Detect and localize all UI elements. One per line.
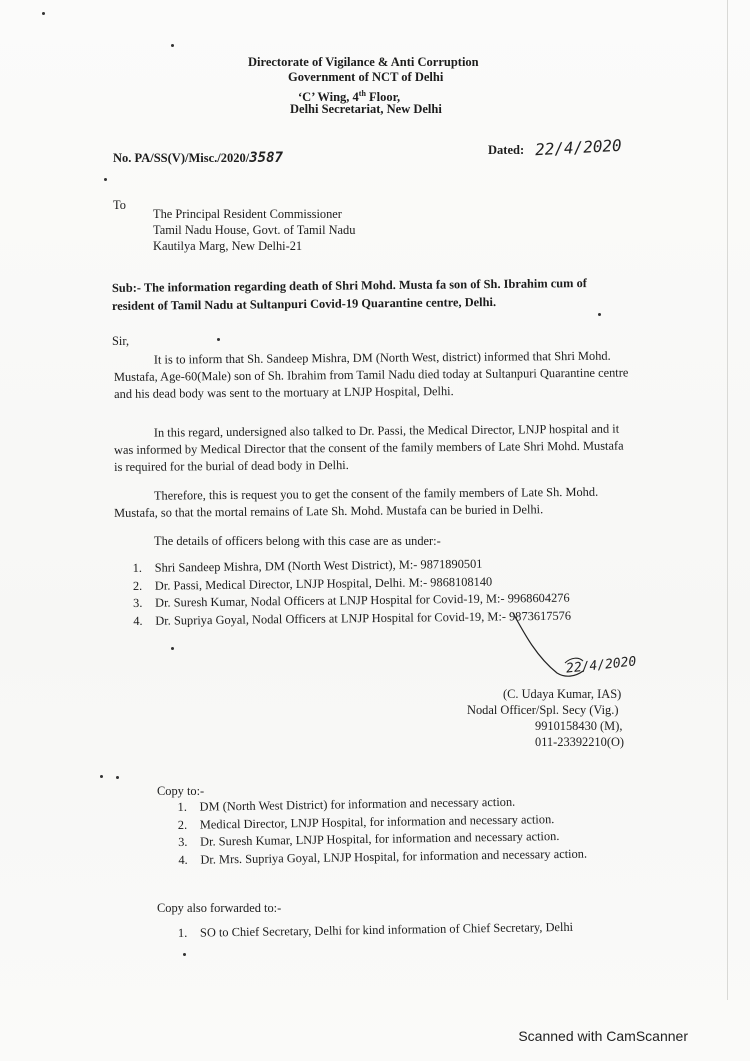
scan-speck [171,647,174,650]
scan-speck [116,776,119,779]
signatory-designation: Nodal Officer/Spl. Secy (Vig.) [467,703,619,717]
list-item: 4. Dr. Supriya Goyal, Nodal Officers at LNJP Hospital for Covid-19, M:- 9873617576 [133,608,572,628]
addressee-line-2: Tamil Nadu House, Govt. of Tamil Nadu [153,223,356,237]
reference-number: No. PA/SS(V)/Misc./2020/3587 [113,150,283,166]
reference-number-handwritten: 3587 [249,150,283,166]
scan-speck [183,953,186,956]
to-label: To [113,198,126,212]
signatory-name: (C. Udaya Kumar, IAS) [503,687,622,701]
copy-forwarded-list [178,919,573,943]
camscanner-watermark: Scanned with CamScanner [518,1028,688,1044]
subject-line-2: resident of Tamil Nadu at Sultanpuri Covid-19 Quarantine centre, Delhi. [111,294,497,313]
header-directorate: Directorate of Vigilance & Anti Corruption [248,55,479,69]
scan-speck [100,775,103,778]
paper-edge [727,0,728,1000]
paragraph-1: It is to inform that Sh. Sandeep Mishra, DM (North West, district) informed that Shri Mohd. Mustafa, Age-60(Male) son of Sh. Ibrahim from Tamil Nadu died today at Sultanpuri Quarantine centre and his dead body was sent to the mortuary at LNJP Hospital, Delhi. [113,348,629,401]
scan-speck [598,313,601,316]
header-government: Government of NCT of Delhi [288,70,444,84]
addressee-line-1: The Principal Resident Commissioner [153,207,342,221]
date-handwritten: 22/4/2020 [534,135,623,160]
paragraph-4: The details of officers belong with this case are as under:- [154,534,441,548]
signatory-office-phone: 011-23392210(O) [535,735,625,749]
signatory-mobile: 9910158430 (M), [535,719,623,733]
list-item: 1. DM (North West District) for information and necessary action. [177,794,516,815]
copy-forwarded-label: Copy also forwarded to:- [157,901,282,915]
list-item: 3. Dr. Suresh Kumar, Nodal Officers at LNJP Hospital for Covid-19, M:- 9968604276 [133,590,570,610]
list-item: 1. SO to Chief Secretary, Delhi for kind information of Chief Secretary, Delhi [177,919,574,940]
scan-speck [104,178,107,181]
subject-line-1: Sub:- The information regarding death of Shri Mohd. Musta fa son of Sh. Ibrahim cum of [111,276,587,295]
list-item: 1. Shri Sandeep Mishra, DM (North West District), M:- 9871890501 [132,556,483,576]
scan-speck [171,44,174,47]
salutation: Sir, [112,334,130,348]
paragraph-2: In this regard, undersigned also talked to Dr. Passi, the Medical Director, LNJP hospital and it was informed by Medical Director that the consent of the family members of Late Shri Mohd. Mustafa is required for the burial of dead body in Delhi. [113,421,624,474]
list-item: 2. Medical Director, LNJP Hospital, for information and necessary action. [177,811,555,832]
signature-date-handwritten: 22/4/2020 [565,654,638,677]
scan-speck [217,338,220,341]
header-secretariat: Delhi Secretariat, New Delhi [290,102,442,116]
copy-to-label: Copy to:- [157,784,205,798]
list-item: 4. Dr. Mrs. Supriya Goyal, LNJP Hospital, for information and necessary action. [178,846,588,867]
copy-to-list [177,793,587,869]
scan-speck [42,12,45,15]
addressee-line-3: Kautilya Marg, New Delhi-21 [153,239,303,253]
date-label: Dated: [488,143,525,157]
header-wing: ‘C’ Wing, 4th Floor, [298,89,401,105]
list-item: 3. Dr. Suresh Kumar, LNJP Hospital, for information and necessary action. [178,829,560,849]
list-item: 2. Dr. Passi, Medical Director, LNJP Hospital, Delhi. M:- 9868108140 [132,574,493,593]
paragraph-3: Therefore, this is request you to get the consent of the family members of Late Sh. Mohd. Mustafa, so that the mortal remains of Late Sh. Mohd. Mustafa can be buried in Delhi. [114,484,599,520]
